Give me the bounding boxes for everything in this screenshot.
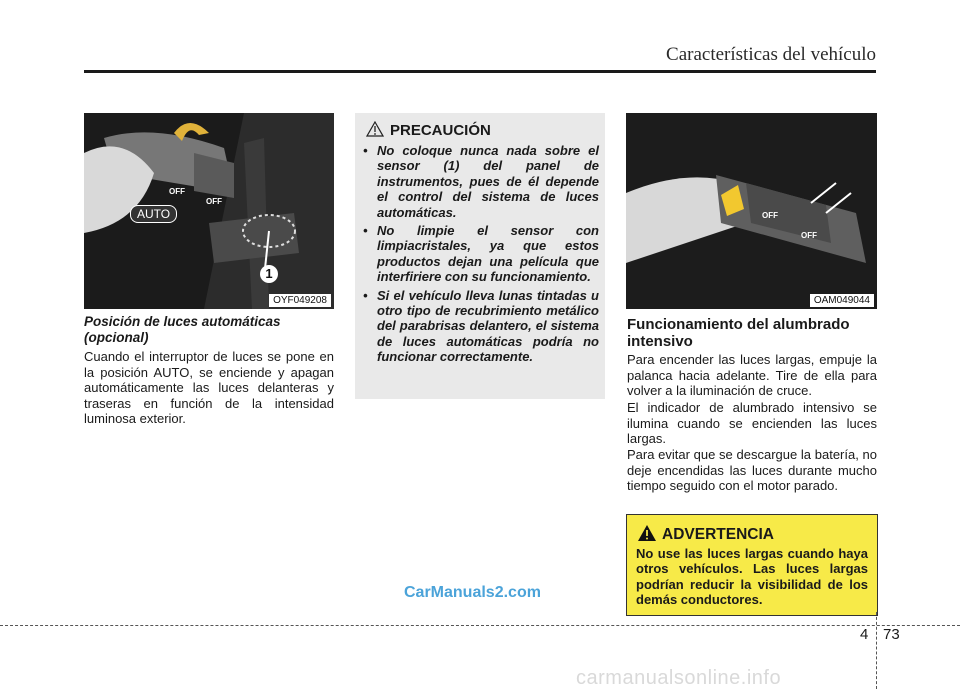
auto-label: AUTO (130, 205, 177, 223)
caution-title: PRECAUCIÓN (390, 122, 491, 139)
high-beam-illustration (626, 113, 877, 309)
lever-label-off-2: OFF (206, 197, 222, 206)
page-separator (876, 612, 877, 689)
caution-item: • No limpie el sensor con limpiacristales, ya que estos productos dejan una película que interfiriere con su funcionamiento. (363, 223, 599, 285)
page-number: 73 (883, 626, 900, 643)
page-header-title: Características del vehículo (666, 44, 876, 65)
warning-icon (637, 524, 657, 547)
warning-title: ADVERTENCIA (662, 526, 774, 543)
caution-item: • No coloque nunca nada sobre el sensor (1) del panel de instrumentos, pues de él depende el control del sistema de luces automáticas. (363, 143, 599, 220)
sensor-marker: 1 (260, 265, 278, 283)
high-beam-image (626, 113, 877, 309)
carmanuals-watermark[interactable]: CarManuals2.com (404, 584, 541, 601)
caution-list (363, 143, 599, 368)
header-rule (84, 70, 876, 73)
auto-light-body: Cuando el interruptor de luces se pone en la posición AUTO, se enciende y apagan automáticamente las luces delanteras y traseras en función de la intensidad luminosa exterior. (84, 349, 334, 426)
image-code-right: OAM049044 (810, 294, 874, 307)
site-watermark: carmanualsonline.info (576, 667, 782, 689)
caution-item: • Si el vehículo lleva lunas tintadas u otro tipo de recubrimiento metálico del parabrisas delantero, el sistema de luces automáticas podría no funcionar correctamente. (363, 287, 599, 365)
lever-label-off-3: OFF (762, 211, 778, 220)
image-code-left: OYF049208 (269, 294, 331, 307)
auto-light-image (84, 113, 334, 309)
high-beam-heading: Funcionamiento del alumbrado intensivo (627, 316, 850, 350)
auto-light-caption: Posición de luces automáticas (opcional) (84, 314, 281, 345)
warning-body: No use las luces largas cuando haya otros vehículos. Las luces largas podrían reducir la visibilidad de los demás conductores. (636, 546, 868, 608)
lever-label-off-1: OFF (169, 187, 185, 196)
high-beam-paragraph-1: Para encender las luces largas, empuje la palanca hacia adelante. Tire de ella para volver a la iluminación de cruce. (627, 352, 877, 398)
chapter-number: 4 (860, 626, 869, 643)
caution-icon (366, 121, 384, 142)
lever-label-off-4: OFF (801, 231, 817, 240)
high-beam-paragraph-3: Para evitar que se descargue la batería, no deje encendidas las luces durante mucho tiempo seguido con el motor parado. (627, 447, 877, 493)
high-beam-paragraph-2: El indicador de alumbrado intensivo se ilumina cuando se encienden las luces largas. (627, 400, 877, 446)
footer-rule (0, 625, 960, 626)
auto-light-illustration (84, 113, 334, 309)
